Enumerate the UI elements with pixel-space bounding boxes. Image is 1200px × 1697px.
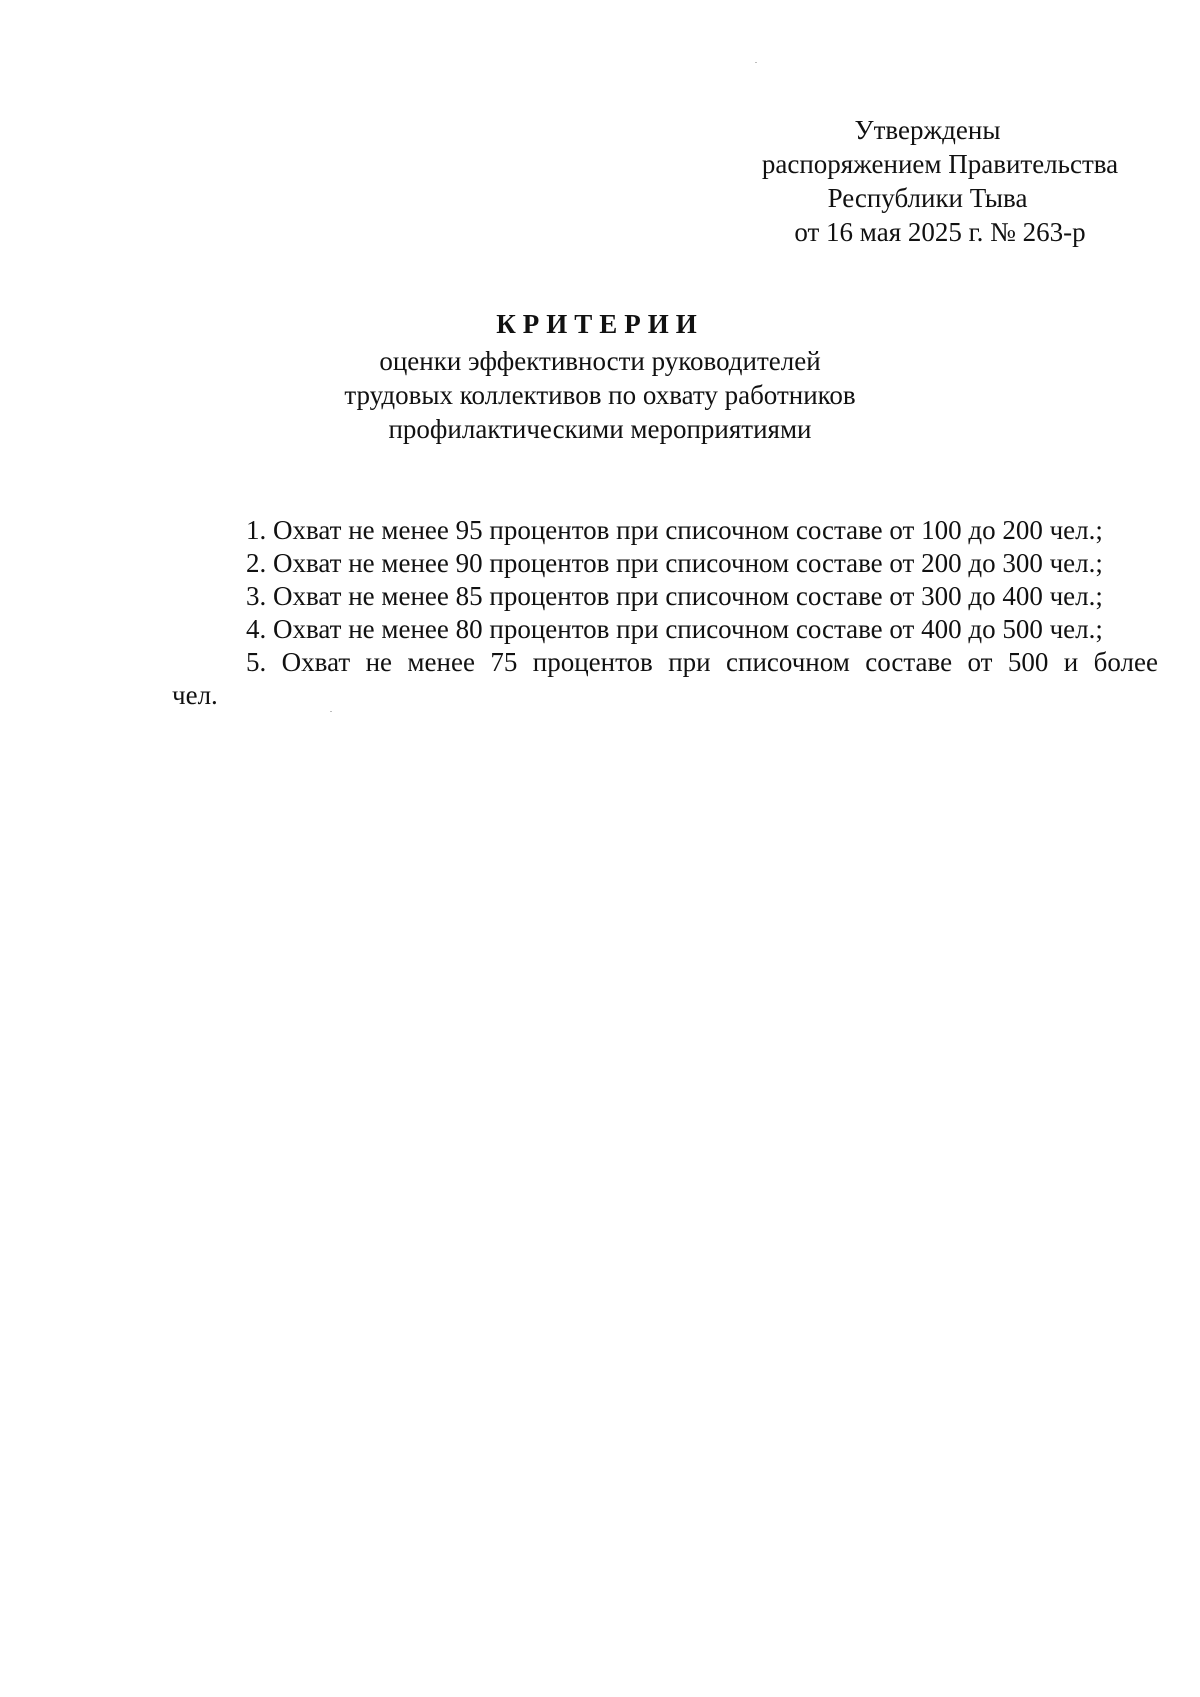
criteria-item: 3. Охват не менее 85 процентов при списочном составе от 300 до 400 чел.; <box>246 581 1103 611</box>
criteria-item: 4. Охват не менее 80 процентов при списочном составе от 400 до 500 чел.; <box>246 614 1103 644</box>
document-subtitle-line: оценки эффективности руководителей <box>379 346 821 376</box>
criteria-item: 2. Охват не менее 90 процентов при списочном составе от 200 до 300 чел.; <box>246 548 1103 578</box>
document-subtitle-line: трудовых коллективов по охвату работников <box>344 380 856 410</box>
approval-line: Утверждены <box>854 115 1001 145</box>
criteria-item: 1. Охват не менее 95 процентов при списочном составе от 100 до 200 чел.; <box>246 515 1103 545</box>
criteria-item: 5. Охват не менее 75 процентов при списочном составе от 500 и более чел. <box>172 647 1158 710</box>
approval-line: от 16 мая 2025 г. № 263-р <box>794 217 1086 247</box>
approval-line: Республики Тыва <box>827 183 1028 213</box>
document-title: КРИТЕРИИ <box>496 309 704 339</box>
criteria-list <box>172 514 1158 712</box>
scan-speck <box>755 62 757 63</box>
approval-stamp-block <box>740 113 1140 249</box>
document-subtitle-line: профилактическими мероприятиями <box>388 414 812 444</box>
approval-line: распоряжением Правительства <box>761 149 1119 179</box>
document-heading <box>300 307 900 446</box>
